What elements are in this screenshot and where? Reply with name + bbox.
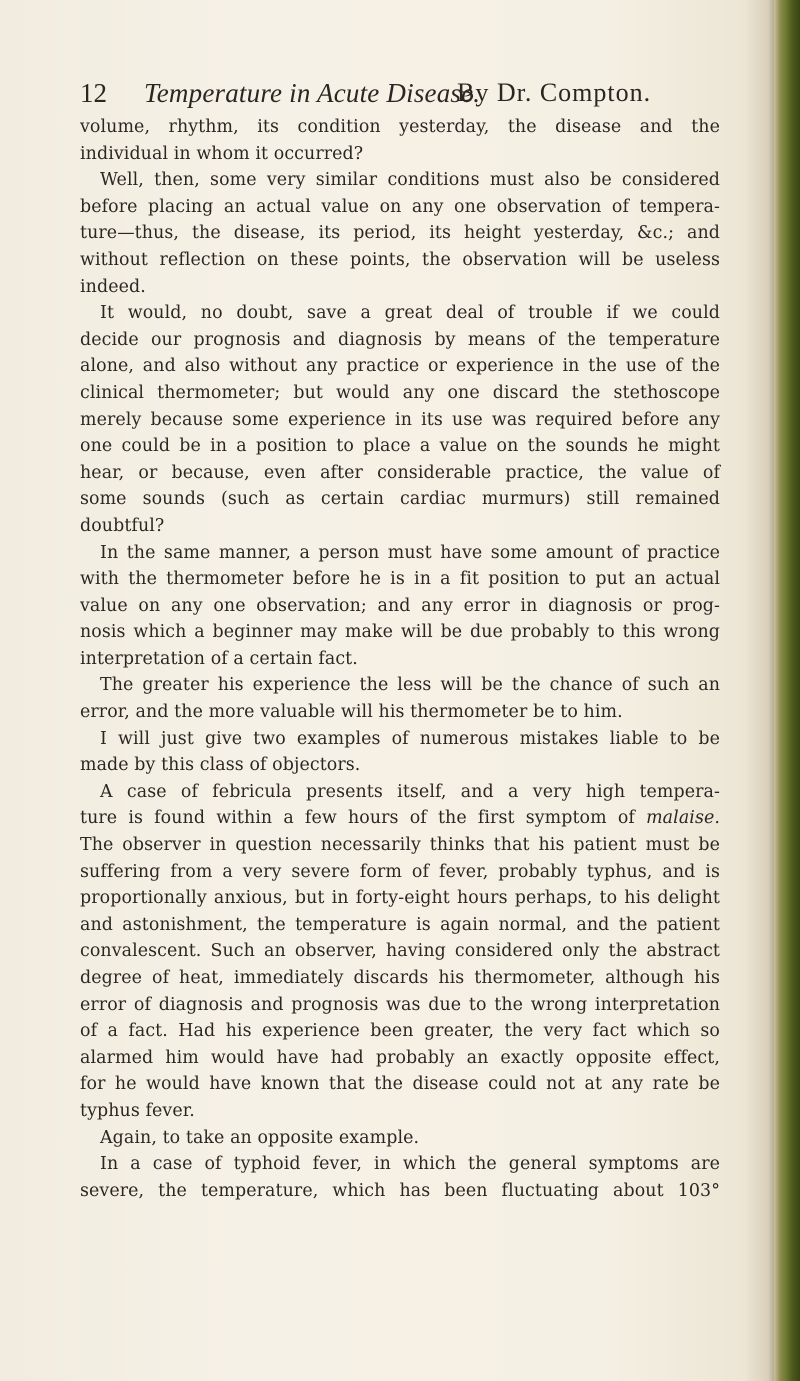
text-line: convalescent. Such an observer, having considered only the abstract (80, 941, 720, 962)
text-line: proportionally anxious, but in forty-eight hours perhaps, to his delight (80, 888, 720, 909)
text-line: In a case of typhoid fever, in which the general symptoms are (100, 1154, 720, 1175)
text-line: It would, no doubt, save a great deal of trouble if we could (100, 303, 720, 324)
text-line: suffering from a very severe form of fever, probably typhus, and is (80, 861, 720, 882)
text-line: The observer in question necessarily thinks that his patient must be (80, 835, 720, 856)
text-line: volume, rhythm, its condition yesterday, the disease and the (80, 117, 720, 137)
paragraph (80, 779, 720, 1125)
paragraph (80, 672, 720, 725)
text-line: degree of heat, immediately discards his thermometer, although his (80, 968, 720, 988)
text-line: Well, then, some very similar conditions must also be considered (100, 170, 720, 191)
text-line: A case of febricula presents itself, and a very high tempera- (100, 781, 720, 802)
text-line: some sounds (such as certain cardiac murmurs) still remained (80, 489, 720, 510)
text-line: The greater his experience the less will be the chance of such an (100, 675, 720, 696)
paragraph (80, 1125, 720, 1152)
text-line: before placing an actual value on any one observation of tempera- (80, 196, 720, 217)
text-line: with the thermometer before he is in a fit position to put an actual (80, 569, 720, 590)
text-line: value on any one observation; and any error in diagnosis or prog- (80, 595, 720, 616)
text-line: Again, to take an opposite example. (100, 1127, 420, 1148)
text-line: merely because some experience in its use was required before any (80, 409, 720, 430)
text-line: In the same manner, a person must have some amount of practice (100, 542, 720, 563)
text-line: alone, and also without any practice or experience in the use of the (80, 356, 720, 377)
book-binding-edge (774, 0, 800, 1381)
paragraph (80, 540, 720, 673)
text-line: ture is found within a few hours of the first symptom of malaise. (80, 808, 720, 829)
page-number: 12 (80, 78, 107, 108)
text-line: nosis which a beginner may make will be due probably to this wrong (80, 622, 720, 643)
text-line: severe, the temperature, which has been fluctuating about 103° (80, 1180, 720, 1201)
text-line: error, and the more valuable will his thermometer be to him. (80, 702, 623, 723)
text-line: I will just give two examples of numerous mistakes liable to be (100, 728, 720, 749)
paragraph (80, 1151, 720, 1204)
text-line: error of diagnosis and prognosis was due to the wrong interpretation (80, 994, 720, 1015)
text-line: typhus fever. (80, 1100, 195, 1121)
text-line: indeed. (80, 276, 146, 297)
text-line: individual in whom it occurred? (80, 143, 364, 164)
text-line: of a fact. Had his experience been greater, the very fact which so (80, 1021, 720, 1042)
text-line: decide our prognosis and diagnosis by means of the temperature (80, 329, 720, 350)
text-line: ture—thus, the disease, its period, its height yesterday, &c.; and (80, 223, 720, 244)
paragraph (80, 114, 720, 167)
paragraph (80, 726, 720, 779)
text-line: hear, or because, even after considerable practice, the value of (80, 462, 720, 483)
running-title: Temperature in Acute Disease. (144, 78, 481, 108)
text-line: for he would have known that the disease could not at any rate be (80, 1074, 720, 1095)
text-line: made by this class of objectors. (80, 755, 361, 776)
text-line: without reflection on these points, the observation will be useless (80, 249, 720, 270)
paragraph (80, 167, 720, 300)
text-line: one could be in a position to place a value on the sounds he might (80, 436, 720, 457)
paragraph (80, 300, 720, 539)
text-line: clinical thermometer; but would any one discard the stethoscope (80, 382, 720, 403)
running-author: By Dr. Compton. (457, 78, 652, 107)
text-line: doubtful? (80, 515, 165, 536)
body-text (80, 114, 720, 1204)
text-line: and astonishment, the temperature is again normal, and the patient (80, 914, 720, 935)
text-line: interpretation of a certain fact. (80, 648, 358, 669)
running-header (80, 78, 720, 118)
text-line: alarmed him would have had probably an exactly opposite effect, (80, 1047, 720, 1068)
